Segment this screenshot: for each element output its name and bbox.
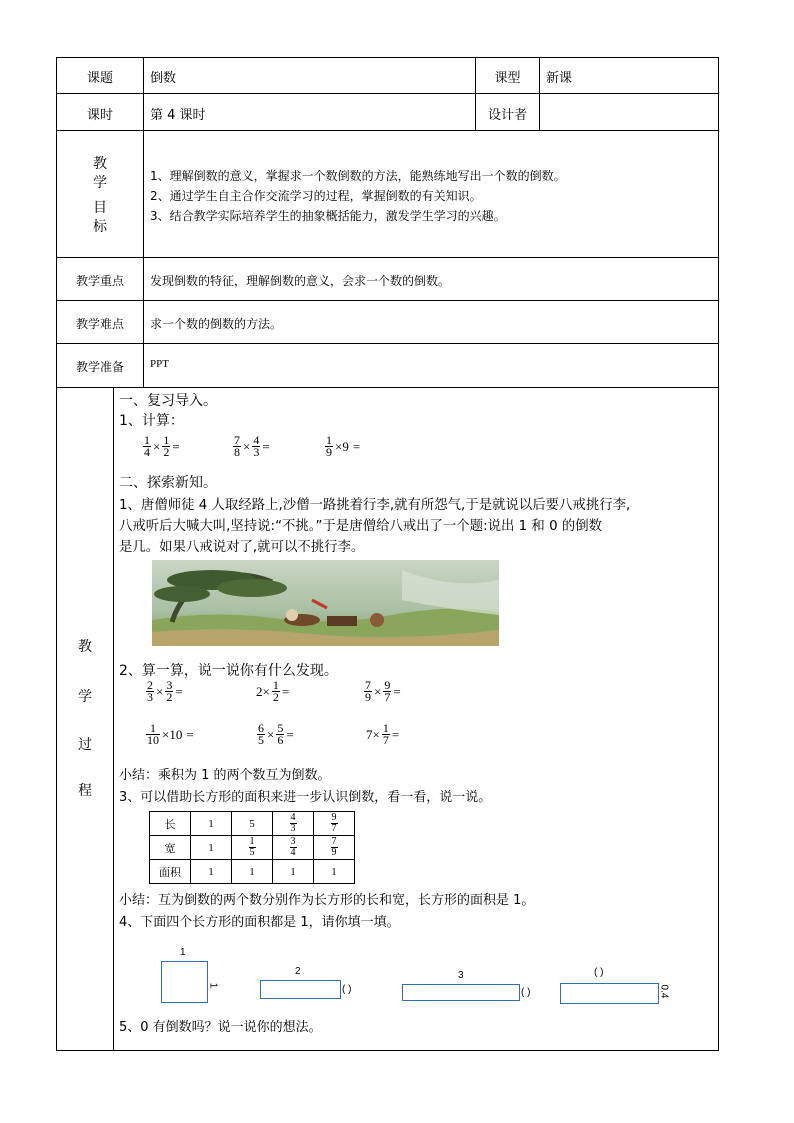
topic-value: 倒数 xyxy=(150,71,177,86)
calc-expr: $\frac{1}{4}$ × $\frac{1}{2}$ = xyxy=(144,433,180,459)
type-value: 新课 xyxy=(546,71,573,86)
rect4-side-label: 0.4 xyxy=(658,984,670,999)
task2-expr: $\frac{7}{9}$ × $\frac{9}{7}$ = xyxy=(365,678,401,704)
designer-label: 设计者 xyxy=(487,108,527,123)
task5-title: 5、0 有倒数吗？说一说你的想法。 xyxy=(119,1020,322,1035)
rect4-shape xyxy=(560,983,659,1004)
preparation-label: 教学准备 xyxy=(75,360,124,374)
section1-title: 一、复习导入。 xyxy=(119,393,217,409)
table-row: 宽 1 $\frac{1}{5}$ $\frac{3}{4}$ $\frac{7}{9}$ xyxy=(150,836,355,860)
topic-label: 课题 xyxy=(86,71,113,86)
rect2-shape xyxy=(260,980,341,999)
task3-title: 3、可以借助长方形的面积来进一步认识倒数，看一看，说一说。 xyxy=(119,790,492,805)
task2-expr: 7× $\frac{1}{7}$ = xyxy=(366,721,400,747)
goal-item: 1、理解倒数的意义，掌握求一个数倒数的方法，能熟练地写出一个数的倒数。 xyxy=(150,169,566,183)
difficulty-value: 求一个数的倒数的方法。 xyxy=(150,317,283,331)
rect2-side-label: ( ) xyxy=(342,984,352,995)
goal-item: 2、通过学生自主合作交流学习的过程，掌握倒数的有关知识。 xyxy=(150,189,482,203)
rect3-top-label: 3 xyxy=(458,970,464,981)
story-line: 是几。如果八戒说对了,就可以不挑行李。 xyxy=(119,540,365,555)
rect3-shape xyxy=(402,984,520,1001)
table-row: 长 1 5 $\frac{4}{3}$ $\frac{9}{7}$ xyxy=(150,812,355,836)
frac-cell: $\frac{4}{3}$ xyxy=(290,812,296,834)
story-line: 1、唐僧师徒 4 人取经路上,沙僧一路挑着行李,就有所怨气,于是就说以后要八戒挑行李, xyxy=(119,498,631,513)
summary1: 小结：乘积为 1 的两个数互为倒数。 xyxy=(119,768,331,783)
task2-expr: $\frac{6}{5}$ × $\frac{5}{6}$ = xyxy=(258,721,294,747)
square-top-label: 1 xyxy=(180,947,186,958)
difficulty-label: 教学难点 xyxy=(75,317,124,331)
summary2: 小结：互为倒数的两个数分别作为长方形的长和宽，长方形的面积是 1。 xyxy=(119,893,535,908)
row-label: 面积 xyxy=(150,860,191,884)
frac-cell: $\frac{1}{5}$ xyxy=(249,836,255,858)
calc-expr: $\frac{7}{8}$ × $\frac{4}{3}$ = xyxy=(234,433,270,459)
rect2-top-label: 2 xyxy=(295,966,301,977)
journey-scene-image xyxy=(152,560,499,646)
frac-cell: $\frac{7}{9}$ xyxy=(331,836,337,858)
calc-expr: $\frac{1}{9}$ ×9 = xyxy=(326,433,361,459)
task2-expr: $\frac{2}{3}$ × $\frac{3}{2}$ = xyxy=(147,678,183,704)
type-label: 课型 xyxy=(494,71,521,86)
task2-expr: 2× $\frac{1}{2}$ = xyxy=(256,678,290,704)
preparation-value: PPT xyxy=(150,358,169,370)
frac-cell: $\frac{9}{7}$ xyxy=(331,812,337,834)
story-line: 八戒听后大喊大叫,坚持说:“不挑。”于是唐僧给八戒出了一个题:说出 1 和 0 的倒数 xyxy=(119,519,603,534)
rect-table xyxy=(149,811,355,884)
row-label: 宽 xyxy=(150,836,191,860)
task2-expr: $\frac{1}{10}$ ×10 = xyxy=(147,721,194,747)
task2-title: 2、算一算，说一说你有什么发现。 xyxy=(119,663,338,679)
period-label: 课时 xyxy=(86,108,113,123)
journey-illustration xyxy=(152,560,499,646)
task4-title: 4、下面四个长方形的面积都是 1，请你填一填。 xyxy=(119,915,400,930)
square-side-label: 1 xyxy=(207,982,219,989)
square-shape xyxy=(161,961,208,1003)
calc-title: 1、计算： xyxy=(119,413,184,429)
row-label: 长 xyxy=(150,812,191,836)
table-row: 面积 1 1 1 1 xyxy=(150,860,355,884)
period-value: 第 4 课时 xyxy=(150,108,206,123)
key-point-label: 教学重点 xyxy=(75,274,124,288)
goal-item: 3、结合教学实际培养学生的抽象概括能力，激发学生学习的兴趣。 xyxy=(150,209,506,223)
section2-title: 二、探索新知。 xyxy=(119,475,217,491)
rect4-top-label: ( ) xyxy=(594,967,604,978)
rect3-side-label: ( ) xyxy=(521,987,531,998)
key-point-value: 发现倒数的特征，理解倒数的意义，会求一个数的倒数。 xyxy=(150,274,451,288)
frac-cell: $\frac{3}{4}$ xyxy=(290,836,296,858)
